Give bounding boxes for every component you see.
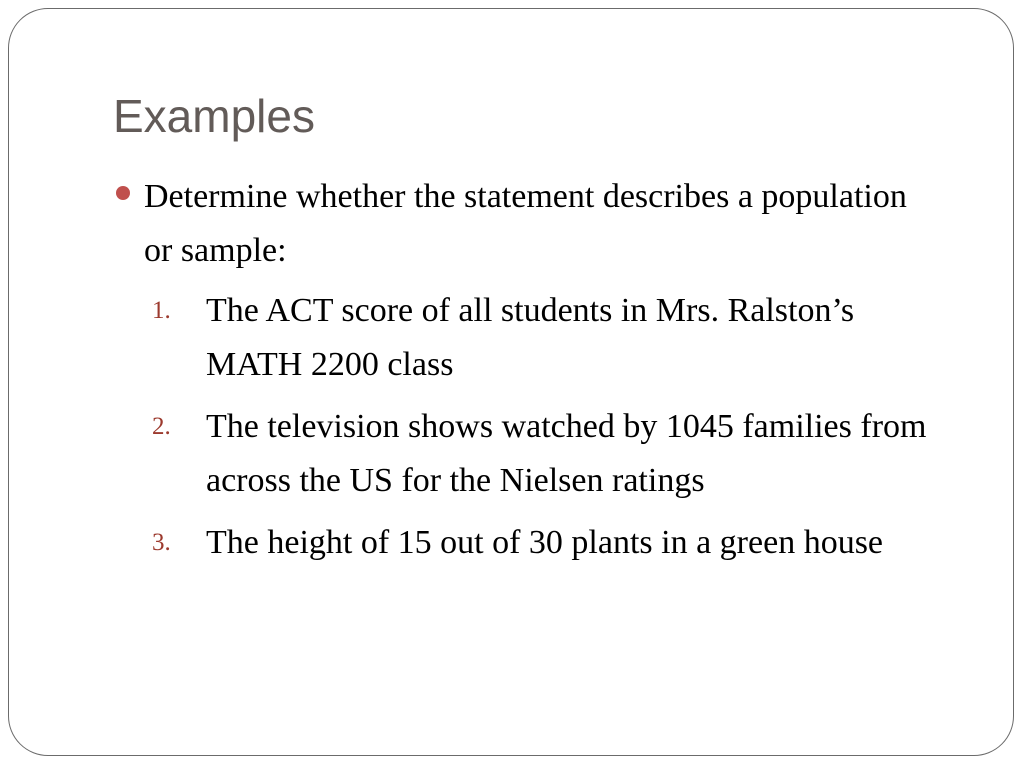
numbered-item-text: The television shows watched by 1045 families from across the US for the Nielsen ratings (206, 408, 927, 499)
numbered-item-2 (113, 400, 933, 508)
bullet-dot-icon (116, 186, 130, 200)
number-marker: 3. (152, 529, 171, 556)
slide-content (113, 170, 933, 578)
bullet-text: Determine whether the statement describes a population or sample: (144, 178, 907, 269)
numbered-item-text: The ACT score of all students in Mrs. Ralston’s MATH 2200 class (206, 292, 855, 383)
number-marker: 1. (152, 297, 171, 324)
slide-title: Examples (113, 90, 315, 142)
numbered-list (113, 284, 933, 570)
numbered-item-1 (113, 284, 933, 392)
bullet-item (113, 170, 933, 278)
number-marker: 2. (152, 413, 171, 440)
numbered-item-3 (113, 516, 933, 570)
numbered-item-text: The height of 15 out of 30 plants in a green house (206, 524, 884, 561)
